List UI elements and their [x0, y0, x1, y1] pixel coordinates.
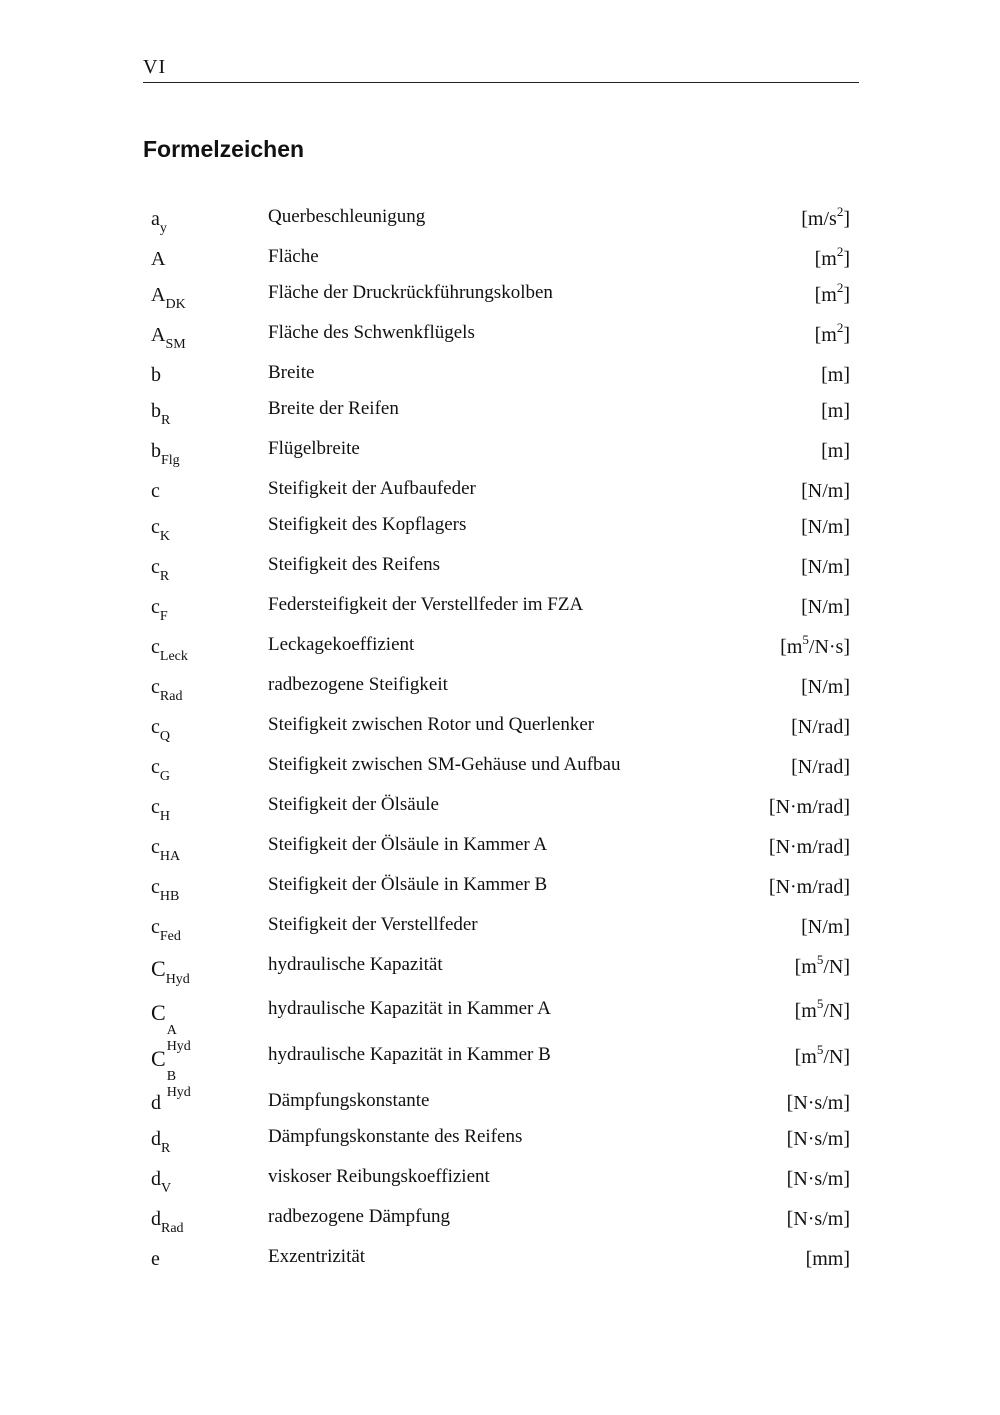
- symbol-unit: $[m^2]$: [814, 244, 850, 270]
- symbol-description: Dämpfungskonstante: [268, 1090, 430, 1111]
- symbol: $C_{Hyd}$: [151, 956, 190, 987]
- symbol-subscript: R: [159, 569, 170, 584]
- unit-exponent: 2: [836, 280, 844, 295]
- symbol-row: [0, 554, 1000, 584]
- symbol-unit: [N/m]: [801, 516, 850, 538]
- symbol-description: Steifigkeit der Ölsäule in Kammer A: [268, 834, 548, 855]
- symbol-row: [0, 204, 1000, 236]
- symbol-unit: $[m^5/N]$: [794, 996, 850, 1022]
- symbol-subscript: R: [161, 1141, 171, 1156]
- unit-exponent: 5: [816, 996, 824, 1011]
- symbol-subscript: DK: [165, 297, 186, 312]
- unit-exponent: 2: [836, 244, 844, 259]
- symbol-unit: [N·m/rad]: [768, 876, 850, 898]
- symbol-unit: [N/m]: [801, 596, 850, 618]
- symbol-subscript: V: [161, 1181, 172, 1196]
- unit-exponent: 2: [836, 204, 844, 219]
- symbol-description: hydraulische Kapazität: [268, 954, 443, 975]
- symbol-description: Breite der Reifen: [268, 398, 399, 419]
- symbol-description: Fläche: [268, 246, 319, 267]
- symbol-row: [0, 320, 1000, 352]
- symbol-subscript: Leck: [159, 649, 188, 664]
- symbol-row: [0, 674, 1000, 704]
- symbol-row: [0, 1206, 1000, 1236]
- unit-exponent: 5: [802, 632, 809, 647]
- symbol-unit: [N/m]: [801, 556, 850, 578]
- symbol-row: [0, 754, 1000, 784]
- symbol-superscript: B: [166, 1069, 177, 1084]
- symbol-subscript: H: [159, 809, 171, 824]
- symbol-row: [0, 594, 1000, 624]
- symbol: $a_y$: [151, 208, 167, 236]
- symbol: $c_G$: [151, 756, 171, 784]
- symbol-row: [0, 834, 1000, 864]
- unit-exponent: 5: [816, 952, 824, 967]
- symbol-unit: [N/m]: [801, 480, 850, 502]
- symbol-scripts: [167, 1069, 191, 1101]
- symbol-unit: $[m^5/N]$: [794, 952, 850, 978]
- section-title: Formelzeichen: [143, 136, 305, 162]
- symbol-description: Steifigkeit der Aufbaufeder: [268, 478, 476, 499]
- symbol-description: Exzentrizität: [268, 1246, 366, 1267]
- symbol-description: Dämpfungskonstante des Reifens: [268, 1126, 523, 1147]
- symbol-row: [0, 1126, 1000, 1156]
- symbol-row: [0, 244, 1000, 270]
- symbol-row: [0, 1166, 1000, 1196]
- symbol-description: Breite: [268, 362, 315, 383]
- symbol: $b_R$: [151, 400, 171, 428]
- symbol-description: hydraulische Kapazität in Kammer B: [268, 1044, 551, 1065]
- page-number: VI: [143, 56, 167, 78]
- symbol-row: [0, 514, 1000, 544]
- symbol-row: [0, 438, 1000, 468]
- header-rule: [143, 82, 859, 83]
- symbol-description: Querbeschleunigung: [268, 206, 426, 227]
- symbol: $c_{Fed}$: [151, 916, 181, 944]
- symbol-subscript: HB: [159, 889, 180, 904]
- symbol-unit: [N·s/m]: [786, 1208, 850, 1230]
- symbol-subscript: y: [159, 221, 167, 236]
- symbol: $c_Q$: [151, 716, 171, 744]
- symbol-unit: [N·s/m]: [786, 1128, 850, 1150]
- symbol-description: viskoser Reibungskoeffizient: [268, 1166, 490, 1187]
- symbol: $c_F$: [151, 596, 168, 624]
- symbol-description: hydraulische Kapazität in Kammer A: [268, 998, 551, 1019]
- symbol-subscript: Flg: [161, 453, 180, 468]
- symbol-unit: [N/rad]: [791, 756, 850, 778]
- symbol-row: [0, 478, 1000, 502]
- symbol-description: radbezogene Dämpfung: [268, 1206, 451, 1227]
- symbol-subscript: Hyd: [166, 1085, 191, 1100]
- symbol-description: Steifigkeit der Verstellfeder: [268, 914, 478, 935]
- symbol: C B Hyd: [151, 1046, 191, 1100]
- symbol-subscript: Hyd: [165, 972, 190, 987]
- symbol-subscript: Fed: [159, 929, 181, 944]
- symbol-row: [0, 1246, 1000, 1270]
- symbol-row: [0, 914, 1000, 944]
- symbol-row: [0, 1042, 1000, 1100]
- symbol-unit: [mm]: [805, 1248, 850, 1270]
- symbol: $c_{Rad}$: [151, 676, 183, 704]
- symbol-unit: $[m^5/N]$: [794, 1042, 850, 1068]
- symbol-subscript: Q: [159, 729, 171, 744]
- symbol-description: Steifigkeit der Ölsäule: [268, 794, 439, 815]
- symbol: C A Hyd: [151, 1000, 191, 1054]
- symbol-unit: $[m^5/N\cdot s]$: [780, 632, 850, 658]
- symbol: $c_{Leck}$: [151, 636, 188, 664]
- symbol-unit: [m]: [821, 364, 850, 386]
- symbol-description: Steifigkeit zwischen SM-Gehäuse und Aufbau: [268, 754, 621, 775]
- symbol: A: [151, 248, 166, 270]
- symbol-unit: [N/m]: [801, 916, 850, 938]
- symbol-unit: $[m/s^2]$: [801, 204, 850, 230]
- symbol: $c_K$: [151, 516, 171, 544]
- symbol-subscript: G: [159, 769, 171, 784]
- symbol-row: [0, 952, 1000, 987]
- symbol-row: [0, 632, 1000, 664]
- symbol: $c_{HB}$: [151, 876, 180, 904]
- symbol-description: Steifigkeit des Kopflagers: [268, 514, 467, 535]
- symbol-unit: $[m^2]$: [814, 280, 850, 306]
- symbol: c: [151, 480, 160, 502]
- symbol-description: radbezogene Steifigkeit: [268, 674, 448, 695]
- symbol-unit: [N·s/m]: [786, 1168, 850, 1190]
- symbol-unit: $[m^2]$: [814, 320, 850, 346]
- symbol-description: Leckagekoeffizient: [268, 634, 415, 655]
- symbol-subscript: SM: [165, 337, 186, 352]
- symbol: $c_{HA}$: [151, 836, 181, 864]
- symbol-unit: [N/rad]: [791, 716, 850, 738]
- symbol-row: [0, 874, 1000, 904]
- symbol-unit: [N·m/rad]: [768, 836, 850, 858]
- symbol-unit: [N·m/rad]: [768, 796, 850, 818]
- symbol-superscript: A: [166, 1023, 177, 1038]
- symbol: $d_V$: [151, 1168, 172, 1196]
- symbol-subscript: Rad: [161, 1221, 184, 1236]
- symbol-row: [0, 714, 1000, 744]
- symbol-row: [0, 362, 1000, 386]
- symbol: $b_{Flg}$: [151, 440, 180, 468]
- symbol-subscript: F: [159, 609, 168, 624]
- symbol-unit: [N·s/m]: [786, 1092, 850, 1114]
- symbol-unit: [m]: [821, 440, 850, 462]
- symbol-unit: [N/m]: [801, 676, 850, 698]
- symbol-subscript: Rad: [159, 689, 183, 704]
- symbol: $c_H$: [151, 796, 171, 824]
- symbol-description: Federsteifigkeit der Verstellfeder im FZA: [268, 594, 584, 615]
- symbol-description: Flügelbreite: [268, 438, 360, 459]
- symbol-description: Steifigkeit der Ölsäule in Kammer B: [268, 874, 548, 895]
- symbol-description: Steifigkeit zwischen Rotor und Querlenker: [268, 714, 595, 735]
- symbol-row: [0, 280, 1000, 312]
- symbol-subscript: R: [161, 413, 171, 428]
- symbol: $A_{SM}$: [151, 324, 186, 352]
- symbol: d: [151, 1092, 161, 1114]
- symbol-description: Fläche der Druckrückführungskolben: [268, 282, 553, 303]
- symbol-description: Steifigkeit des Reifens: [268, 554, 441, 575]
- symbol-row: [0, 794, 1000, 824]
- symbol-row: [0, 996, 1000, 1054]
- symbol-subscript: K: [159, 529, 171, 544]
- unit-exponent: 5: [816, 1042, 824, 1057]
- symbol-unit: [m]: [821, 400, 850, 422]
- symbol: $A_{DK}$: [151, 284, 186, 312]
- unit-exponent: 2: [836, 320, 844, 335]
- symbol: e: [151, 1248, 160, 1270]
- symbol-row: [0, 398, 1000, 428]
- symbol-subscript: HA: [159, 849, 181, 864]
- symbol-subscript: Hyd: [166, 1039, 191, 1054]
- symbol: $d_R$: [151, 1128, 171, 1156]
- symbol: b: [151, 364, 161, 386]
- symbol: $d_{Rad}$: [151, 1208, 184, 1236]
- symbol-description: Fläche des Schwenkflügels: [268, 322, 475, 343]
- symbol: $c_R$: [151, 556, 170, 584]
